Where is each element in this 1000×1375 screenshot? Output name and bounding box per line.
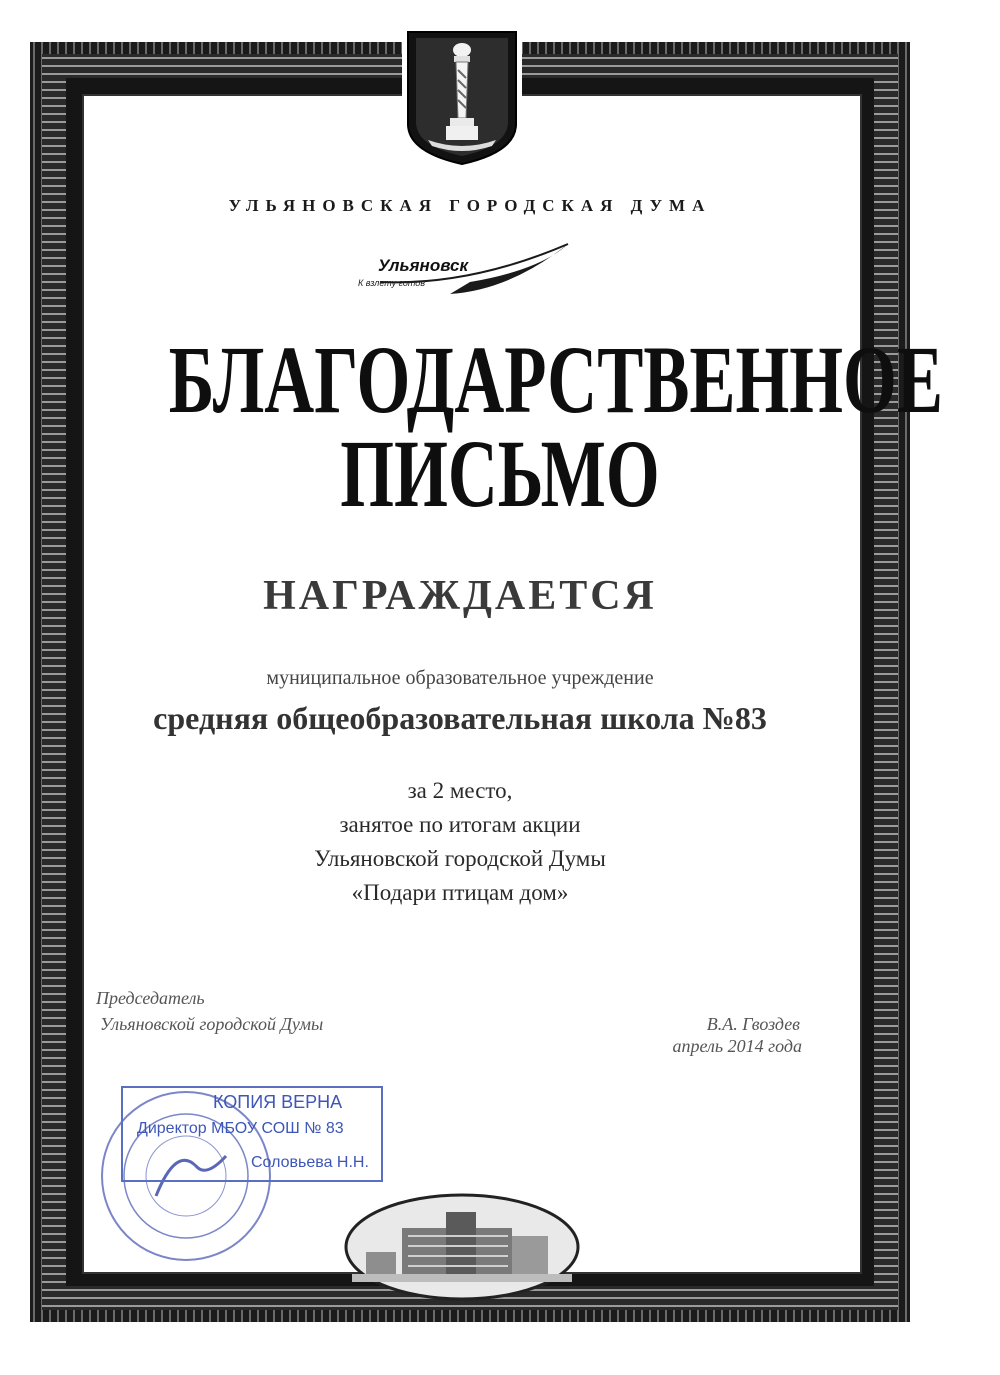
signatory-name: В.А. Гвоздев xyxy=(706,1014,800,1034)
coat-of-arms-emblem xyxy=(402,28,522,168)
reason-line-3: Ульяновской городской Думы xyxy=(314,846,606,871)
signatory-position-1: Председатель xyxy=(96,988,205,1008)
city-building-vignette xyxy=(342,1192,582,1302)
stamp-line-3: Соловьева Н.Н. xyxy=(251,1154,369,1171)
organization-name: УЛЬЯНОВСКАЯ ГОРОДСКАЯ ДУМА xyxy=(228,196,712,215)
logo-slogan: К взлету готов xyxy=(358,278,426,288)
stamp-line-2: Директор МБОУ СОШ № 83 xyxy=(137,1120,344,1137)
copy-certified-stamp xyxy=(121,1086,383,1182)
issue-date: апрель 2014 года xyxy=(672,1036,802,1056)
stamp-line-1: КОПИЯ ВЕРНА xyxy=(213,1092,343,1112)
institution-name: средняя общеобразовательная школа №83 xyxy=(153,700,767,736)
logo-title: Ульяновск xyxy=(378,256,469,275)
reason-line-2: занятое по итогам акции xyxy=(339,812,581,837)
reason-line-4: «Подари птицам дом» xyxy=(351,880,569,905)
reason-line-1: за 2 место, xyxy=(407,778,513,803)
title-line-1: БЛАГОДАРСТВЕННОЕ xyxy=(168,326,943,433)
title-line-2: ПИСЬМО xyxy=(340,420,660,527)
signatory-position-2: Ульяновской городской Думы xyxy=(100,1014,324,1034)
award-label: НАГРАЖДАЕТСЯ xyxy=(263,573,657,619)
institution-type: муниципальное образовательное учреждение xyxy=(266,667,654,689)
